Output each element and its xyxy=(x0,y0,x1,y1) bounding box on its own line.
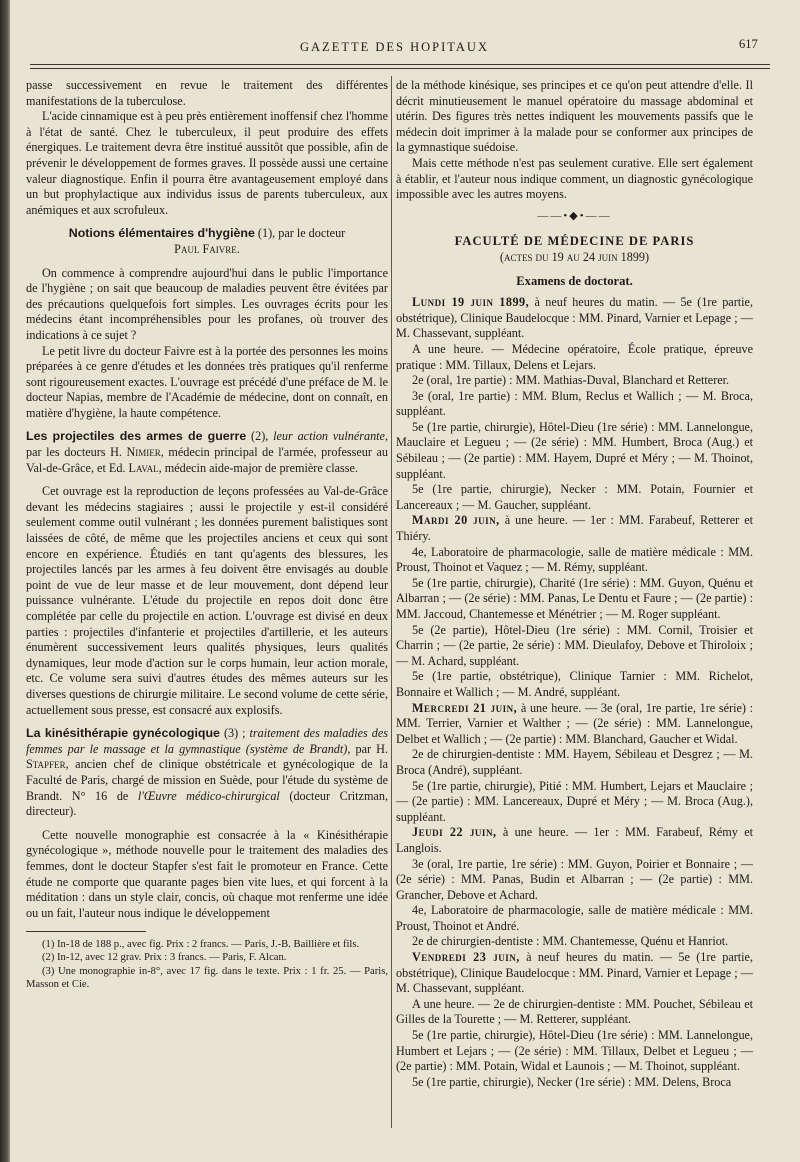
book-subtitle: traitement des maladies des femmes par le massage et la gymnastique (système de Brandt), xyxy=(26,726,389,756)
exam-entry: 2e de chirurgien-dentiste : MM. Chantemesse, Quénu et Hanriot. xyxy=(412,934,729,949)
exam-entry xyxy=(396,950,753,997)
book-title: Les projectiles des armes de guerre xyxy=(26,429,247,444)
paragraph: de la méthode kinésique, ses principes et ce qu'on peut attendre d'elle. Il décrit minutieusement le manuel opératoire du massage abdominal et utérin. Des figures très nettes indiquent les mouvements passifs que le médecin doit imprimer à la malade pour se conformer aux principes de la gymnastique suédoise. xyxy=(396,78,753,155)
footnote: (3) Une monographie in-8°, avec 17 fig. dans le texte. Prix : 1 fr. 25. — Paris, Masson et Cie. xyxy=(26,965,388,990)
exam-entry: 4e, Laboratoire de pharmacologie, salle de matière médicale : MM. Proust, Thoinot et André. xyxy=(396,903,753,933)
exam-entry: 3e (oral, 1re partie) : MM. Blum, Reclus et Wallich ; — M. Broca, suppléant. xyxy=(396,388,753,419)
exam-text: à une heure. — 3e (oral, 1re partie, 1re série) : MM. Terrier, Varnier et Walther ; — (2e série) : MM. Lannelongue, Delbet et Wallich ; — (2e partie) : MM. Blanchard, Gaucher et Widal. xyxy=(396,700,754,746)
author-name: Paul Faivre. xyxy=(174,241,240,256)
author-name: Laval, xyxy=(128,460,162,475)
byline: par H. xyxy=(355,741,388,756)
footnote-ref: (3) ; xyxy=(223,726,246,741)
review-heading-kinesitherapy xyxy=(26,726,388,820)
paragraph: On commence à comprendre aujourd'hui dans le public l'importance de l'hygiène ; on sait que beaucoup de maladies peuvent être évitées par des précautions quelquefois fort simples. Les ouvrages écrits pour les médecins étant incompréhensibles pour les profanes, où trouver des indications à ce sujet ? xyxy=(26,265,388,342)
footnote-ref: (2), xyxy=(251,429,269,444)
exam-entry: A une heure. — Médecine opératoire, École pratique, épreuve pratique : MM. Tillaux, Delens et Lejars. xyxy=(396,341,753,372)
exam-entry: 2e de chirurgien-dentiste : MM. Hayem, Sébileau et Desgrez ; — M. Broca (André), suppléant. xyxy=(396,747,753,777)
exam-entry xyxy=(396,513,753,544)
exam-text: à neuf heures du matin. — 5e (1re partie, obstétrique), Clinique Baudelocque : MM. Pinard, Varnier et Lepage ; — M. Chassevant, suppléant. xyxy=(396,950,754,996)
book-title: Notions élémentaires d'hygiène xyxy=(68,226,255,241)
byline: par les docteurs H. xyxy=(26,445,122,460)
byline: (docteur Critzman, directeur). xyxy=(26,788,388,819)
exam-text: à neuf heures du matin. — 5e (1re partie, obstétrique), Clinique Baudelocque : MM. Pinard, Varnier et Lepage ; — M. Chassevant, suppléant. xyxy=(396,295,753,341)
footnote: (1) In-18 de 188 p., avec fig. Prix : 2 francs. — Paris, J.-B. Baillière et fils. xyxy=(42,939,360,951)
footnote-ref: (1) xyxy=(257,226,273,241)
exam-entry: 4e, Laboratoire de pharmacologie, salle de matière médicale : MM. Proust, Thoinot et Vaquez ; — M. Rémy, suppléant. xyxy=(396,544,753,575)
paragraph: Cet ouvrage est la reproduction de leçons professées au Val-de-Grâce devant les médecins stagiaires ; aussi le projectile y est-il considéré seulement comme outil vulnérant ; les données purement balistiques sont laissées de côté, de même que les projectiles anciens et ceux qui sont encore en expérience. Étudiés en tant qu'agents des blessures, les projectiles lancés par les armes à feu doivent être envisagés au double point de vue de leur masse et de leur mouvement, dont dépend leur puissance vulnérante. L'étude du projectile en repos doit donc être complétée par celle du projectile en action. L'ouvrage est divisé en deux parties : projectiles d'infanterie et projectiles d'artillerie, et les auteurs énumèrent successivement leurs qualités physiques, leurs qualités dynamiques, leur mode d'action sur le corps humain, leur action morale, etc. Ce volume sera suivi d'autres études des mêmes auteurs sur les diverses questions de chirurgie militaire. Le second volume de cette série, actuellement sous presse, est consacré aux explosifs. xyxy=(26,484,388,717)
exam-entry: 3e (oral, 1re partie, 1re série) : MM. Guyon, Poirier et Bonnaire ; — (2e série) : MM. Panas, Budin et Albarran ; — (2e partie) : MM. Grancher, Debove et Achard. xyxy=(396,856,753,902)
byline: médecin principal de l'armée, professeur au Val-de-Grâce, et Ed. xyxy=(26,445,388,475)
exam-entry: A une heure. — 2e de chirurgien-dentiste : MM. Pouchet, Sébileau et Gilles de la Tourette ; — M. Retterer, suppléant. xyxy=(396,996,753,1027)
footnote: (2) In-12, avec 12 grav. Prix : 3 francs. — Paris, F. Alcan. xyxy=(42,952,287,964)
exam-day: Jeudi 22 juin, xyxy=(412,825,497,840)
page-number: 617 xyxy=(739,37,758,51)
header-rule xyxy=(30,64,770,65)
author-name: Stapfer, xyxy=(26,757,69,772)
book-subtitle: leur action vulnérante, xyxy=(273,429,388,444)
header-rule-thin xyxy=(30,68,770,69)
exam-entry: 5e (1re partie, obstétrique), Clinique Tarnier : MM. Richelot, Bonnaire et Wallich ; — M. André, suppléant. xyxy=(396,669,753,699)
exam-entry: 5e (1re partie, chirurgie), Necker (1re série) : MM. Delens, Broca xyxy=(412,1074,732,1089)
byline: médecin aide-major de première classe. xyxy=(164,460,358,475)
series-title: l'Œuvre médico-chirurgical xyxy=(137,788,280,803)
paragraph: passe successivement en revue le traitement des différentes manifestations de la tuberculose. xyxy=(26,78,388,108)
section-subtitle: (actes du 19 au 24 juin 1899) xyxy=(499,249,650,264)
exam-entry xyxy=(396,295,753,342)
left-column xyxy=(26,78,388,991)
running-head: GAZETTE DES HOPITAUX xyxy=(300,40,489,54)
exam-entry: 5e (1re partie, chirurgie), Pitié : MM. Humbert, Lejars et Mauclaire ; — (2e partie) : MM. Lancereaux, Dupré et Méry ; — M. Broca (Aug.), suppléant. xyxy=(396,778,753,824)
paragraph: L'acide cinnamique est à peu près entièrement inoffensif chez l'homme à l'état de santé. Chez le tuberculeux, il peut produire des effets énergiques. Le traitement devra être institué aussitôt que possible, afin de prévenir le développement de formes graves. Il possède aussi une certaine valeur diagnostique. Enfin il pourra être avantageusement employé dans un but prophylactique aux individus issus de parents tuberculeux, aux anémiques et aux scrofuleux. xyxy=(26,109,388,217)
footnote-rule xyxy=(26,931,146,932)
exam-entry: 5e (1re partie, chirurgie), Charité (1re série) : MM. Guyon, Quénu et Albarran ; — (2e série) : MM. Panas, Le Dentu et Faure ; — (2e partie) : MM. Jaccoud, Chantemesse et Ménétrier ; — M. Roger suppléant. xyxy=(396,575,753,621)
exam-day: Mercredi 21 juin, xyxy=(412,700,518,715)
section-title: FACULTÉ DE MÉDECINE DE PARIS xyxy=(454,234,695,249)
page-binding-edge xyxy=(0,0,10,1162)
book-title: La kinésithérapie gynécologique xyxy=(26,726,220,741)
exam-entry xyxy=(396,701,753,748)
section-ornament: ——•◆•—— xyxy=(537,209,612,222)
right-column xyxy=(396,78,753,1090)
review-heading-projectiles xyxy=(26,429,388,476)
paragraph: Le petit livre du docteur Faivre est à la portée des personnes les moins préparées à ce genre d'études et les données très pratiques qu'il renferme sont rigoureusement exactes. L'ouvrage est précédé d'une préface de M. le docteur Napias, membre de l'Académie de médecine, dont on connaît, en matière d'hygiène, la haute compétence. xyxy=(26,343,388,420)
exam-text: à une heure. — 1er : MM. Farabeuf, Rémy et Langlois. xyxy=(396,825,753,855)
exam-day: Vendredi 23 juin, xyxy=(412,950,520,965)
exam-entry xyxy=(396,825,753,856)
column-divider xyxy=(391,76,392,1128)
author-name: Nimier, xyxy=(126,445,164,460)
byline: ancien chef de clinique obstétricale et gynécologique de la Faculté de Paris, chargé de mission en Suède, pour l'étude du système de Brandt. N° 16 de xyxy=(26,757,388,803)
exams-heading: Examens de doctorat. xyxy=(516,273,633,288)
byline: , par le docteur xyxy=(272,226,346,241)
exam-entry: 5e (1re partie, chirurgie), Necker : MM. Potain, Fournier et Lancereaux ; — M. Gaucher, suppléant. xyxy=(396,482,753,512)
exam-day: Lundi 19 juin 1899, xyxy=(412,295,530,310)
exam-text: à une heure. — 1er : MM. Farabeuf, Retterer et Thiéry. xyxy=(396,513,754,544)
exam-entry: 5e (1re partie, chirurgie), Hôtel-Dieu (1re série) : MM. Lannelongue, Humbert et Lejars ; — (2e série) : MM. Tillaux, Delbet et Legueu ; — (2e partie) : MM. Potain, Widal et Launois ; — M. Thoinot, suppléant. xyxy=(396,1028,753,1074)
exam-entry: 5e (1re partie, chirurgie), Hôtel-Dieu (1re série) : MM. Lannelongue, Mauclaire et Legueu ; — (2e série) : MM. Humbert, Broca (Aug.) et Sébileau ; — (2e partie) : MM. Hayem, Dupré et Méry ; — M. Thoinot, suppléant. xyxy=(396,419,753,481)
review-heading-hygiene xyxy=(26,226,388,257)
exam-entry: 2e (oral, 1re partie) : MM. Mathias-Duval, Blanchard et Retterer. xyxy=(412,373,730,388)
exam-day: Mardi 20 juin, xyxy=(412,513,500,528)
paragraph: Cette nouvelle monographie est consacrée à la « Kinésithérapie gynécologique », méthode nouvelle pour le traitement des maladies des femmes, dont le docteur Stapfer s'est fait le promoteur en France. Cette étude ne comporte que quarante pages bien vite lues, et qui forcent à la méditation : dans un style clair, concis, où chaque mot renferme une idée ou un fait, l'auteur nous indique le développement xyxy=(26,827,388,920)
exam-entry: 5e (2e partie), Hôtel-Dieu (1re série) : MM. Cornil, Troisier et Charrin ; — (2e partie, 2e série) : MM. Dieulafoy, Debove et Thiroloix ; — M. Achard, suppléant. xyxy=(396,622,753,668)
paragraph: Mais cette méthode n'est pas seulement curative. Elle sert également à établir, et l'auteur nous indique comment, un diagnostic gynécologique impossible avec les autres moyens. xyxy=(396,155,753,202)
